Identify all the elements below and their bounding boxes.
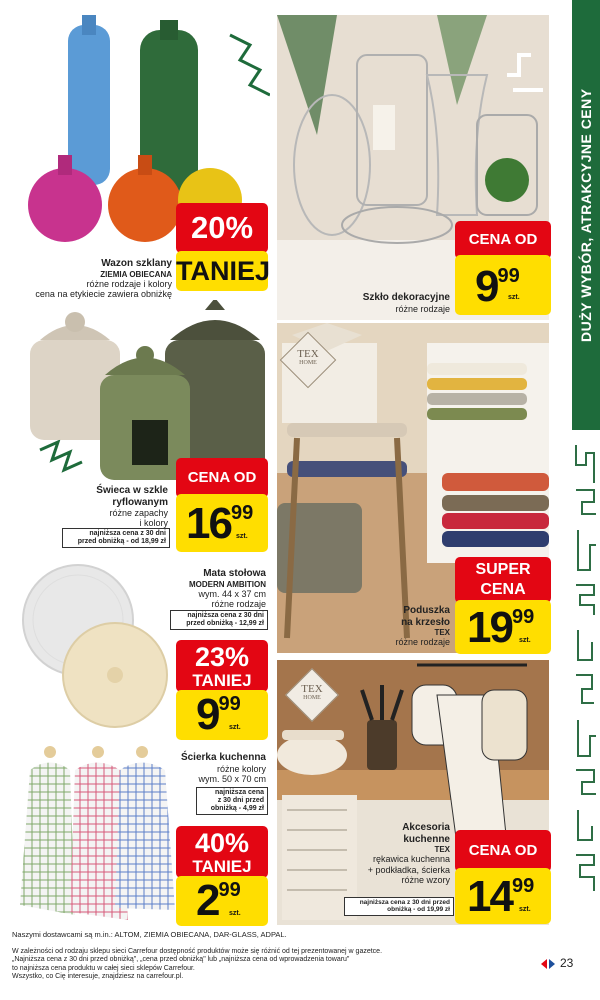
mat-lowest-price-note — [170, 610, 268, 630]
decorative-pattern — [572, 440, 598, 920]
mat-desc2: różne rodzaje — [211, 599, 266, 610]
candle-desc2: i kolory — [139, 518, 168, 529]
kitchen-price-from-badge: CENA OD — [455, 830, 551, 872]
towel-discount-pct: 40% — [194, 828, 250, 858]
kitchen-lowest-price-note: najniższa cena z 30 dni przed obniżką - od 19,99 zł — [344, 897, 454, 916]
mat-discount-pct: 23% — [194, 642, 250, 672]
cushion-super-price-badge — [455, 557, 551, 603]
glass-price-from-badge: CENA OD — [455, 221, 551, 259]
candle-price-tag — [176, 494, 268, 552]
towel-unit: szt. — [229, 910, 241, 917]
mat-price-gr: 99 — [218, 693, 241, 715]
cushion-unit: szt. — [519, 637, 531, 644]
vase-name: Wazon szklany — [101, 258, 172, 269]
kitchen-unit: szt. — [519, 906, 531, 913]
glass-price-gr: 99 — [497, 265, 520, 287]
mat-note-line2: przed obniżką - 12,99 zł — [186, 620, 264, 628]
cushion-info — [345, 605, 450, 648]
candle-name2: ryflowanym — [112, 496, 168, 508]
glass-price-zl: 9 — [475, 262, 498, 311]
mat-discount-badge — [176, 640, 268, 692]
mat-name: Mata stołowa — [203, 568, 266, 579]
towel-note-line2: z 30 dni przed — [217, 797, 264, 805]
page-number: 23 — [560, 956, 574, 970]
towel-desc2: wym. 50 x 70 cm — [198, 773, 266, 784]
mat-info — [160, 568, 266, 609]
vase-desc2: cena na etykiecie zawiera obniżkę — [35, 289, 172, 300]
vase-discount-badge: 20% — [176, 203, 268, 253]
mat-discount-word: TANIEJ — [192, 671, 252, 690]
kitchen-tex-logo-text — [293, 683, 331, 701]
kitchen-desc: rękawica kuchenna — [372, 854, 450, 865]
cushion-tex-logo-text — [288, 348, 328, 366]
kitchen-logo-line2: HOME — [303, 695, 321, 701]
cushion-name2: na krzesło — [401, 616, 450, 628]
candle-lowest-price-note — [62, 528, 170, 548]
towel-note-line1: najniższa cena — [214, 789, 264, 796]
disclaimer-line3: to najniższa cena produktu w całej sieci sklepów Carrefour. — [12, 964, 195, 972]
glass-price-tag — [455, 255, 551, 315]
candle-price-from-badge: CENA OD — [176, 458, 268, 498]
cushion-desc: różne rodzaje — [395, 637, 450, 648]
candle-info — [40, 485, 168, 529]
mat-price-zl: 9 — [196, 690, 219, 739]
candle-price-gr: 99 — [230, 502, 254, 524]
glass-name: Szkło dekoracyjne — [362, 292, 450, 303]
carrefour-logo-icon — [540, 958, 556, 970]
candle-unit: szt. — [236, 533, 248, 540]
vase-info — [20, 258, 172, 299]
vase-desc: różne rodzaje i kolory — [86, 278, 172, 289]
kitchen-info — [340, 822, 450, 885]
towel-name: Ścierka kuchenna — [180, 752, 266, 763]
kitchen-desc2: + podkładka, ścierka — [367, 864, 450, 875]
side-strip — [570, 0, 600, 1000]
mat-note-line1: najniższa cena z 30 dni — [187, 612, 264, 619]
cushion-logo-line1: TEX — [297, 348, 319, 360]
glass-info — [330, 292, 450, 314]
towel-info — [160, 752, 266, 784]
kitchen-name: Akcesoria — [402, 822, 450, 833]
candle-desc: różne zapachy — [109, 508, 168, 518]
mat-unit: szt. — [229, 724, 241, 731]
candle-name: Świeca w szkle — [96, 485, 168, 496]
legal-disclaimer — [12, 948, 532, 982]
towel-desc: różne kolory — [216, 763, 266, 774]
glass-desc: różne rodzaje — [395, 303, 450, 314]
cushion-brand: TEX — [434, 628, 450, 637]
vase-taniej-badge: TANIEJ — [176, 251, 268, 291]
kitchen-logo-line1: TEX — [301, 683, 323, 695]
towel-price-zl: 2 — [196, 876, 219, 925]
towel-lowest-price-note — [196, 787, 268, 815]
kitchen-price-gr: 99 — [511, 875, 535, 897]
disclaimer-line2: „Najniższa cena z 30 dni przed obniżką", „cena przed obniżką" lub „najniższa cena od wprowadzenia towaru" — [12, 956, 350, 964]
towel-discount-badge — [176, 826, 268, 878]
kitchen-brand: TEX — [434, 845, 450, 854]
mat-brand: MODERN AMBITION — [188, 579, 266, 589]
kitchen-desc3: różne wzory — [401, 874, 450, 885]
mat-photo — [20, 560, 180, 730]
glass-unit: szt. — [508, 294, 520, 301]
towel-photo — [20, 740, 180, 920]
towel-discount-word: TANIEJ — [192, 857, 252, 876]
disclaimer-line1: W zależności od rodzaju sklepu sieci Carrefour dostępność produktów może się różnić od tej prezentowanej w gazetce. — [12, 948, 383, 955]
cushion-price-tag — [455, 600, 551, 654]
candle-price-zl: 16 — [186, 499, 231, 548]
kitchen-price-zl: 14 — [467, 872, 512, 921]
candle-note-line2: przed obniżką - od 18,99 zł — [77, 538, 166, 546]
mat-price-tag — [176, 690, 268, 740]
towel-note-line3: obniżką - 4,99 zł — [210, 805, 264, 813]
suppliers-note: Naszymi dostawcami są m.in.: ALTOM, ZIEMIA OBIECANA, DAR-GLASS, ADPAL. — [12, 930, 287, 939]
disclaimer-line4: Wszystko, co Cię interesuje, znajdziesz na carrefour.pl. — [12, 973, 184, 981]
cushion-badge-line2: CENA — [480, 581, 526, 598]
mat-desc: wym. 44 x 37 cm — [198, 588, 266, 599]
kitchen-price-tag — [455, 868, 551, 924]
cushion-price-zl: 19 — [467, 603, 512, 652]
cushion-name: Poduszka — [403, 605, 450, 616]
vase-brand: ZIEMIA OBIECANA — [100, 269, 172, 279]
kitchen-name2: kuchenne — [403, 833, 450, 845]
cushion-price-gr: 99 — [511, 606, 535, 628]
cushion-badge-line1: SUPER — [475, 561, 531, 578]
cushion-logo-line2: HOME — [299, 360, 317, 366]
side-banner: DUŻY WYBÓR, ATRAKCYJNE CENY — [572, 0, 600, 430]
towel-price-tag — [176, 876, 268, 926]
candle-note-line1: najniższa cena z 30 dni — [89, 530, 166, 537]
towel-price-gr: 99 — [218, 879, 241, 901]
